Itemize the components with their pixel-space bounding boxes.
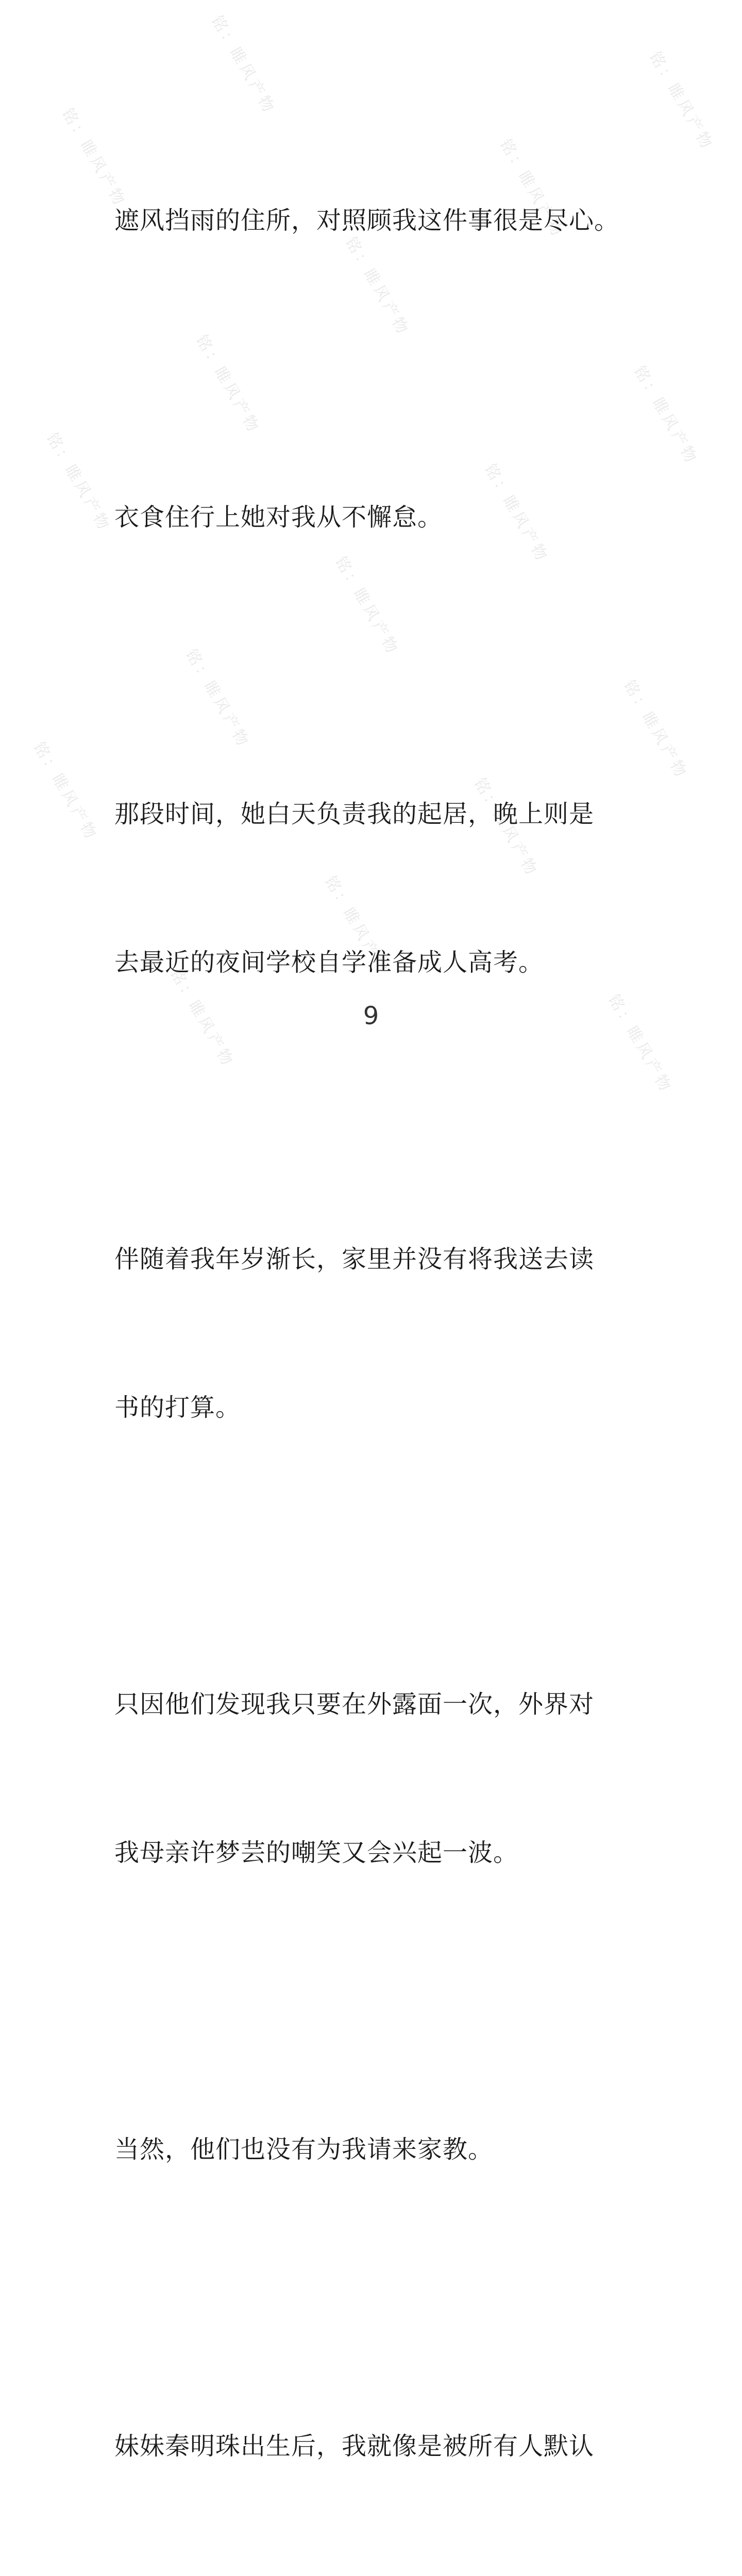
watermark: 铭：睢风产物	[645, 48, 717, 154]
paragraph	[114, 1136, 650, 1531]
watermark: 铭：睢风产物	[58, 105, 130, 211]
watermark: 铭：睢风产物	[619, 677, 692, 783]
text-line: 伴随着我年岁渐长，家里并没有将我送去读	[114, 1245, 595, 1274]
watermark: 铭：睢风产物	[42, 430, 114, 535]
paragraph	[114, 2323, 650, 2576]
watermark: 铭：睢风产物	[496, 136, 568, 242]
paragraph	[114, 394, 650, 641]
body-text	[114, 97, 650, 2576]
text-line: 当然，他们也没有为我请来家教。	[114, 2135, 494, 2164]
text-line: 我母亲许梦芸的嘲笑又会兴起一波。	[114, 1838, 519, 1867]
watermark: 铭：睢风产物	[470, 775, 542, 880]
watermark: 铭：睢风产物	[331, 553, 403, 659]
watermark: 铭：睢风产物	[480, 461, 552, 566]
watermark: 铭：睢风产物	[207, 12, 279, 118]
text-line: 书的打算。	[114, 1393, 241, 1422]
text-line	[114, 2570, 650, 2576]
watermark: 铭：睢风产物	[181, 646, 254, 752]
watermark: 铭：睢风产物	[321, 873, 393, 978]
watermark: 铭：睢风产物	[29, 739, 102, 844]
page-number: 9	[363, 1002, 379, 1030]
watermark: 铭：睢风产物	[166, 965, 238, 1071]
watermark: 铭：睢风产物	[630, 363, 702, 468]
text-line: 那段时间，她白天负责我的起居，晚上则是	[114, 800, 595, 828]
paragraph	[114, 1581, 650, 1976]
watermark: 铭：睢风产物	[192, 332, 264, 437]
watermark: 铭：睢风产物	[604, 991, 676, 1097]
paragraph	[114, 2026, 650, 2273]
text-line: 只因他们发现我只要在外露面一次，外界对	[114, 1690, 595, 1719]
text-line: 去最近的夜间学校自学准备成人高考。	[114, 948, 544, 977]
paragraph	[114, 97, 650, 344]
watermark: 铭：睢风产物	[341, 234, 413, 340]
text-line: 遮风挡雨的住所，对照顾我这件事很是尽心。	[114, 206, 620, 235]
text-line: 衣食住行上她对我从不懈怠。	[114, 503, 443, 532]
text-line: 妹妹秦明珠出生后，我就像是被所有人默认	[114, 2432, 595, 2461]
